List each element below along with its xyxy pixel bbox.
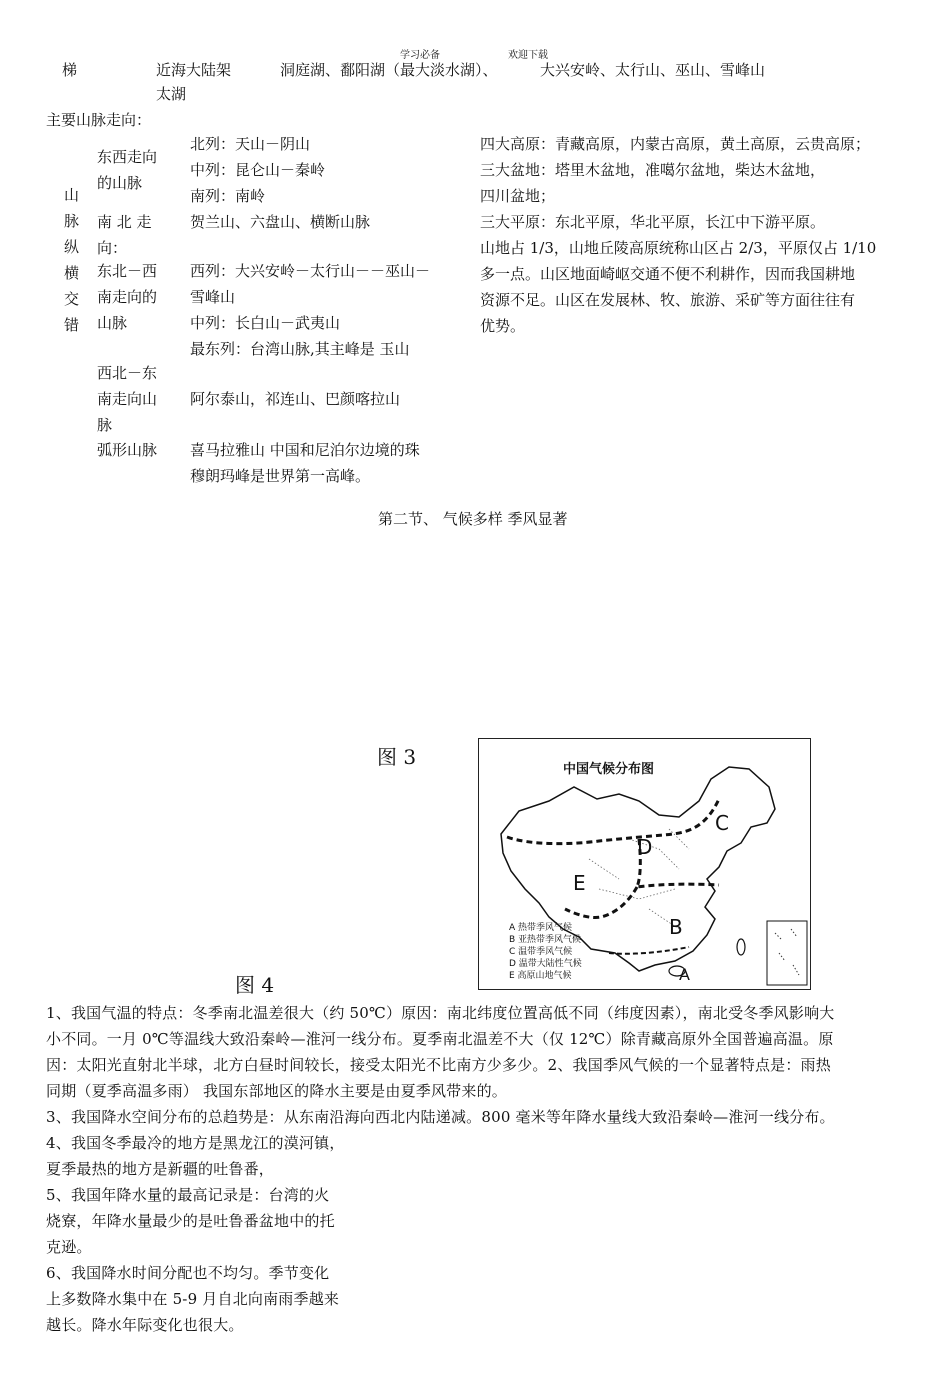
ew-south: 南列：南岭 bbox=[190, 187, 266, 205]
ew-lines bbox=[190, 131, 325, 209]
ew-north: 北列：天山－阴山 bbox=[190, 135, 311, 153]
vertical-label bbox=[64, 182, 79, 338]
terrain-plains: 三大平原：东北平原，华北平原，长江中下游平原。 bbox=[480, 213, 826, 231]
p4-line: 4、我国冬季最冷的地方是黑龙江的漠河镇， bbox=[46, 1134, 345, 1152]
section-title: 第二节、 气候多样 季风显著 bbox=[378, 510, 568, 528]
nesw-east: 最东列：台湾山脉,其主峰是 玉山 bbox=[190, 340, 410, 358]
arc-lines bbox=[190, 437, 420, 489]
taiwan-island bbox=[737, 939, 745, 955]
ew-middle: 中列：昆仑山－秦岭 bbox=[190, 161, 326, 179]
ns-label bbox=[97, 209, 152, 261]
arc-line: 穆朗玛峰是世界第一高峰。 bbox=[190, 467, 371, 485]
header-right: 欢迎下载 bbox=[508, 50, 548, 61]
top-row-shelf: 近海大陆架 bbox=[156, 61, 232, 79]
header-left: 学习必备 bbox=[400, 50, 440, 61]
figure-3-label: 图 3 bbox=[377, 745, 417, 769]
top-row-taihu: 太湖 bbox=[156, 85, 187, 103]
p1-line: 小不同。一月 0℃等温线大致沿秦岭—淮河一线分布。夏季南北温差不大（仅 12℃）除青藏高原外全国普遍高温。原 bbox=[46, 1030, 834, 1048]
terrain-ratio-cont: 优势。 bbox=[480, 317, 526, 335]
mountains-heading: 主要山脉走向： bbox=[46, 111, 152, 129]
region-e: E bbox=[573, 871, 586, 895]
top-row-mountains: 大兴安岭、太行山、巫山、雪峰山 bbox=[540, 61, 766, 79]
vertical-char: 横 bbox=[64, 264, 80, 282]
paragraph-3: 3、我国降水空间分布的总趋势是：从东南沿海向西北内陆递减。800 毫米等年降水量线大致沿秦岭—淮河一线分布。 bbox=[46, 1108, 835, 1126]
legend-c: C 温带季风气候 bbox=[509, 947, 573, 957]
p5-line: 5、我国年降水量的最高记录是：台湾的火 bbox=[46, 1186, 330, 1204]
terrain-block bbox=[480, 131, 920, 339]
vertical-char: 交 bbox=[64, 290, 80, 308]
nesw-lines bbox=[190, 258, 430, 362]
vertical-char: 纵 bbox=[64, 238, 80, 256]
terrain-plateaus: 四大高原：青藏高原，内蒙古高原，黄土高原，云贵高原； bbox=[480, 135, 871, 153]
p6-line: 越长。降水年际变化也很大。 bbox=[46, 1316, 244, 1334]
region-a: A bbox=[679, 965, 690, 984]
ns-lines: 贺兰山、六盘山、横断山脉 bbox=[190, 213, 371, 231]
region-d: D bbox=[637, 835, 653, 859]
nesw-label bbox=[97, 258, 157, 336]
top-row-stair: 梯 bbox=[62, 61, 78, 79]
nesw-label-line: 东北－西 bbox=[97, 262, 158, 280]
nwse-label-line: 脉 bbox=[97, 416, 113, 434]
map-legend bbox=[509, 922, 582, 982]
p6-line: 上多数降水集中在 5-9 月自北向南雨季越来 bbox=[46, 1290, 340, 1308]
nwse-label bbox=[97, 360, 157, 438]
p6-line: 6、我国降水时间分配也不均匀。季节变化 bbox=[46, 1264, 330, 1282]
nesw-label-line: 山脉 bbox=[97, 314, 128, 332]
p1-line: 同期（夏季高温多雨） 我国东部地区的降水主要是由夏季风带来的。 bbox=[46, 1082, 507, 1100]
paragraph-1 bbox=[46, 1000, 916, 1130]
figure-4-label: 图 4 bbox=[235, 973, 275, 997]
terrain-basins-cont: 四川盆地； bbox=[480, 187, 556, 205]
vertical-char: 山 bbox=[64, 186, 80, 204]
map-title: 中国气候分布图 bbox=[563, 762, 655, 777]
nesw-west: 西列：大兴安岭－太行山－－巫山－ bbox=[190, 262, 431, 280]
boundary-north bbox=[507, 799, 719, 844]
nesw-middle: 中列：长白山－武夷山 bbox=[190, 314, 341, 332]
legend-a: A 热带季风气候 bbox=[509, 923, 573, 933]
ew-label bbox=[97, 144, 157, 196]
terrain-ratio: 山地占 1/3，山地丘陵高原统称山区占 2/3，平原仅占 1/10 bbox=[480, 239, 877, 257]
arc-line: 喜马拉雅山 中国和尼泊尔边境的珠 bbox=[190, 441, 420, 459]
nesw-label-line: 南走向的 bbox=[97, 288, 158, 306]
p5-line: 克逊。 bbox=[46, 1238, 92, 1256]
terrain-ratio-cont: 多一点。山区地面崎岖交通不便不利耕作，因而我国耕地 bbox=[480, 265, 856, 283]
p1-line: 因：太阳光直射北半球，北方白昼时间较长，接受太阳光不比南方少多少。2、我国季风气候的一个显著特点是：雨热 bbox=[46, 1056, 831, 1074]
p5-line: 烧寮，年降水量最少的是吐鲁番盆地中的托 bbox=[46, 1212, 335, 1230]
legend-d: D 温带大陆性气候 bbox=[509, 959, 582, 969]
ns-label-line: 南 北 走 bbox=[97, 213, 152, 231]
paragraph-4-6 bbox=[46, 1130, 376, 1338]
ns-label-line: 向： bbox=[97, 239, 128, 257]
nwse-lines: 阿尔泰山，祁连山、巴颜喀拉山 bbox=[190, 390, 401, 408]
ew-label-line: 的山脉 bbox=[97, 174, 143, 192]
terrain-basins: 三大盆地：塔里木盆地，准噶尔盆地，柴达木盆地， bbox=[480, 161, 826, 179]
south-sea-inset bbox=[767, 921, 807, 985]
p4-line: 夏季最热的地方是新疆的吐鲁番， bbox=[46, 1160, 275, 1178]
legend-e: E 高原山地气候 bbox=[509, 971, 572, 981]
region-c: C bbox=[715, 811, 729, 835]
south-sea-dots bbox=[775, 929, 799, 975]
nwse-label-line: 南走向山 bbox=[97, 390, 158, 408]
p1-line: 1、我国气温的特点：冬季南北温差很大（约 50℃）原因：南北纬度位置高低不同（纬度因素），南北受冬季风影响大 bbox=[46, 1004, 835, 1022]
climate-map bbox=[478, 738, 811, 990]
legend-b: B 亚热带季风气候 bbox=[509, 935, 582, 945]
nesw-west-cont: 雪峰山 bbox=[190, 288, 236, 306]
boundary-south bbox=[609, 947, 689, 954]
top-row-lakes: 洞庭湖、鄱阳湖（最大淡水湖）、 bbox=[280, 61, 498, 79]
ew-label-line: 东西走向 bbox=[97, 148, 158, 166]
terrain-ratio-cont: 资源不足。山区在发展林、牧、旅游、采矿等方面往往有 bbox=[480, 291, 856, 309]
nwse-label-line: 西北－东 bbox=[97, 364, 158, 382]
arc-label: 弧形山脉 bbox=[97, 441, 158, 459]
vertical-char: 脉 bbox=[64, 212, 80, 230]
region-b: B bbox=[669, 915, 683, 939]
vertical-char: 错 bbox=[64, 316, 80, 334]
